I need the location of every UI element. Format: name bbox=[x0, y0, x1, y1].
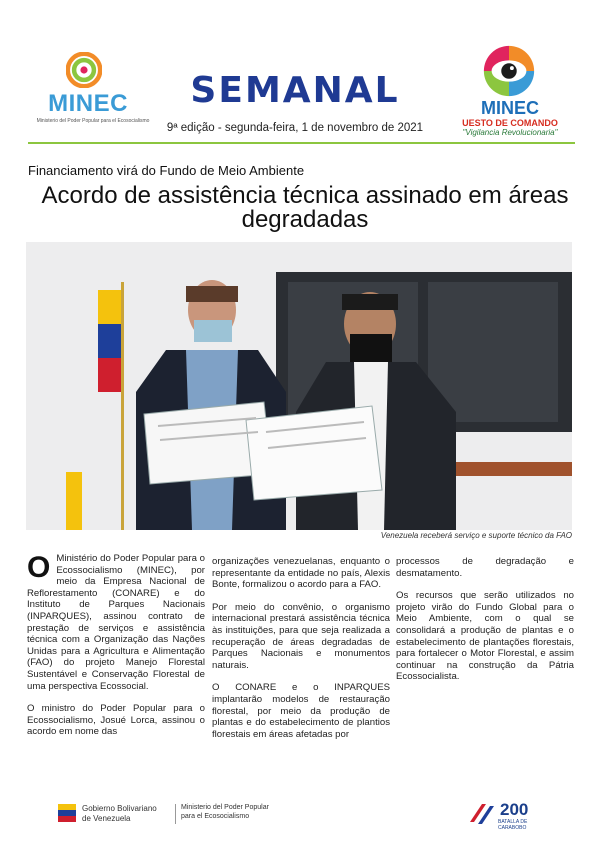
spiral-logo-icon bbox=[66, 52, 102, 88]
left-logo-text: MINEC bbox=[48, 90, 128, 117]
column-1-paragraph-2: O ministro do Poder Popular para o Ecossocialismo, Josué Lorca, assinou o acordo em nome das bbox=[27, 703, 205, 738]
article-headline: Acordo de assistência técnica assinado em áreas degradadas bbox=[41, 182, 569, 233]
footer-separator bbox=[175, 804, 176, 824]
article-photo bbox=[26, 242, 572, 530]
ministry-line-1: Ministerio del Poder Popular bbox=[181, 804, 269, 811]
government-footer-logo bbox=[58, 800, 308, 830]
column-2-paragraph-2: Por meio do convênio, o organismo internacional prestará assistência técnica às instituições, para que seja realizada a recuperação de áreas degradadas de Parques Nacionais e monumentos naturais. bbox=[212, 601, 390, 671]
column-1-paragraph-1: Ministério do Poder Popular para o Ecossocialismo (MINEC), por meio da Empresa Nacional de Reflorestamento (CONARE) e do Instituto de Parques Nacionais (INPARQUES), assinou contrato de prestação de serviços e assistência técnica com a Organização das Nações Unidas para a Agricultura e Alimentação (FAO) do projeto Manejo Florestal Sustentável e Conservação Florestal de uma perspectiva Ecossocial. bbox=[27, 553, 205, 692]
article-column-2 bbox=[212, 556, 390, 751]
article-column-1 bbox=[27, 553, 205, 749]
masthead-title: SEMANAL bbox=[190, 70, 400, 111]
gov-line-2: de Venezuela bbox=[82, 814, 131, 823]
column-2-paragraph-1: organizações venezuelanas, enquanto o representante da entidade no país, Alexis Bonte, formalizou o acordo para a FAO. bbox=[212, 556, 390, 591]
header-divider bbox=[28, 142, 575, 144]
bicentennial-stripes-icon bbox=[470, 802, 498, 826]
minec-logo-left bbox=[28, 50, 148, 130]
bicentennial-subtitle: BATALLA DE CARABOBO bbox=[498, 819, 528, 831]
right-logo-motto: "Vigilancia Revolucionaria" bbox=[462, 128, 558, 137]
left-logo-subtitle: Ministerio del Poder Popular para el Ecosocialismo bbox=[36, 118, 150, 124]
edition-line: 9ª edição - segunda-feira, 1 de novembro de 2021 bbox=[166, 122, 424, 134]
right-logo-text: MINEC bbox=[481, 98, 539, 118]
ministry-line-2: para el Ecosocialismo bbox=[181, 813, 250, 820]
photo-caption: Venezuela receberá serviço e suporte técnico da FAO bbox=[380, 531, 572, 540]
right-logo-subtitle: UESTO DE COMANDO bbox=[462, 118, 558, 128]
column-3-paragraph-1: processos de degradação e desmatamento. bbox=[396, 556, 574, 579]
eye-logo-icon bbox=[480, 42, 538, 100]
drop-cap: O bbox=[27, 551, 51, 584]
column-2-paragraph-3: O CONARE e o INPARQUES implantarão modelos de restauração florestal, por meio da produção de plantas e do estabelecimento de plantios florestais em áreas afetadas por bbox=[212, 682, 390, 740]
minec-logo-right bbox=[450, 42, 570, 142]
venezuela-flag-icon bbox=[58, 804, 76, 822]
gov-line-1: Gobierno Bolivariano bbox=[82, 804, 157, 813]
signing-ceremony-image bbox=[26, 242, 572, 530]
article-kicker: Financiamento virá do Fundo de Meio Ambiente bbox=[28, 163, 305, 178]
column-3-paragraph-2: Os recursos que serão utilizados no projeto virão do Fundo Global para o Meio Ambiente, com o qual se consolidará a produção de plantas e o estabelecimento de plantações florestais, para fortalecer o Motor Florestal, e assim continuar na construção da Pátria Ecossocialista. bbox=[396, 590, 574, 683]
bicentennial-number: 200 bbox=[500, 800, 529, 819]
article-column-3 bbox=[396, 556, 574, 694]
bicentennial-logo bbox=[470, 800, 550, 830]
